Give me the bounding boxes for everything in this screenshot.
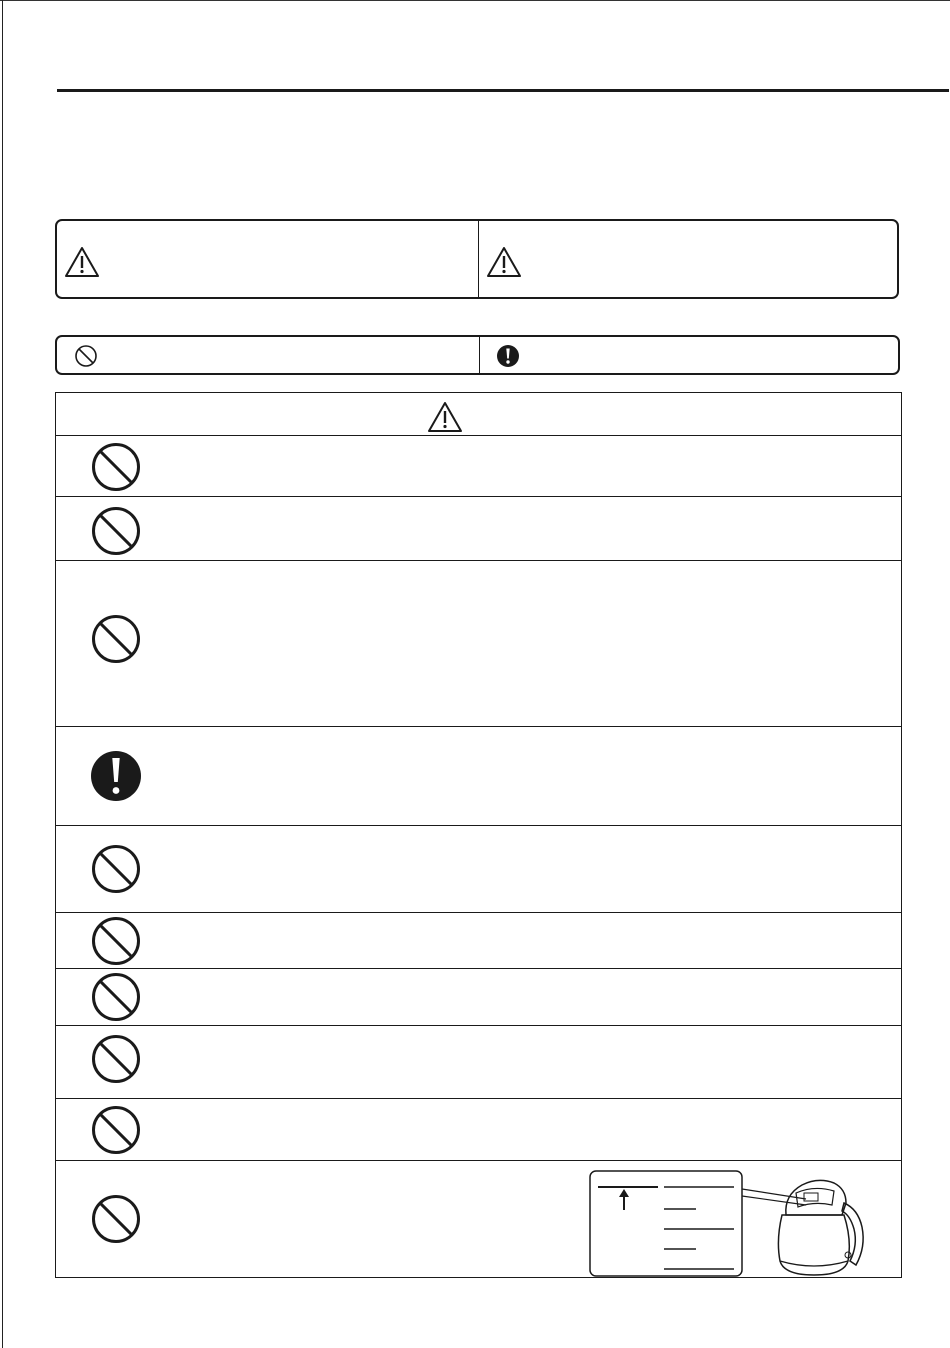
table-row — [56, 560, 901, 726]
prohibition-icon — [90, 1033, 142, 1085]
table-row — [56, 912, 901, 968]
prohibition-icon — [90, 1104, 142, 1156]
page-edge-top — [0, 0, 950, 1]
table-header — [56, 393, 901, 435]
kettle-water-level-illustration — [588, 1165, 888, 1280]
legend-divider — [478, 221, 479, 297]
mandatory-action-icon — [496, 344, 520, 368]
prohibition-icon — [90, 505, 142, 557]
table-row — [56, 825, 901, 912]
signal-word-legend — [55, 219, 899, 299]
table-row — [56, 435, 901, 496]
table-row — [56, 726, 901, 825]
prohibition-icon — [90, 1193, 142, 1245]
warning-triangle-icon — [486, 246, 522, 278]
table-row — [56, 1160, 901, 1277]
symbol-legend — [55, 335, 900, 375]
mandatory-action-icon — [90, 750, 142, 802]
warning-triangle-icon — [427, 401, 463, 433]
table-row — [56, 968, 901, 1025]
symbol-divider — [479, 337, 480, 373]
prohibition-icon — [90, 843, 142, 895]
table-row — [56, 1025, 901, 1098]
table-row — [56, 1098, 901, 1160]
prohibition-icon — [90, 915, 142, 967]
prohibition-icon — [90, 971, 142, 1023]
prohibition-icon — [90, 613, 142, 665]
page-edge-left — [2, 0, 3, 1348]
warning-triangle-icon — [64, 246, 100, 278]
warning-table — [55, 392, 902, 1278]
prohibition-icon — [74, 344, 98, 368]
table-row — [56, 496, 901, 560]
header-rule — [57, 89, 949, 92]
prohibition-icon — [90, 441, 142, 493]
